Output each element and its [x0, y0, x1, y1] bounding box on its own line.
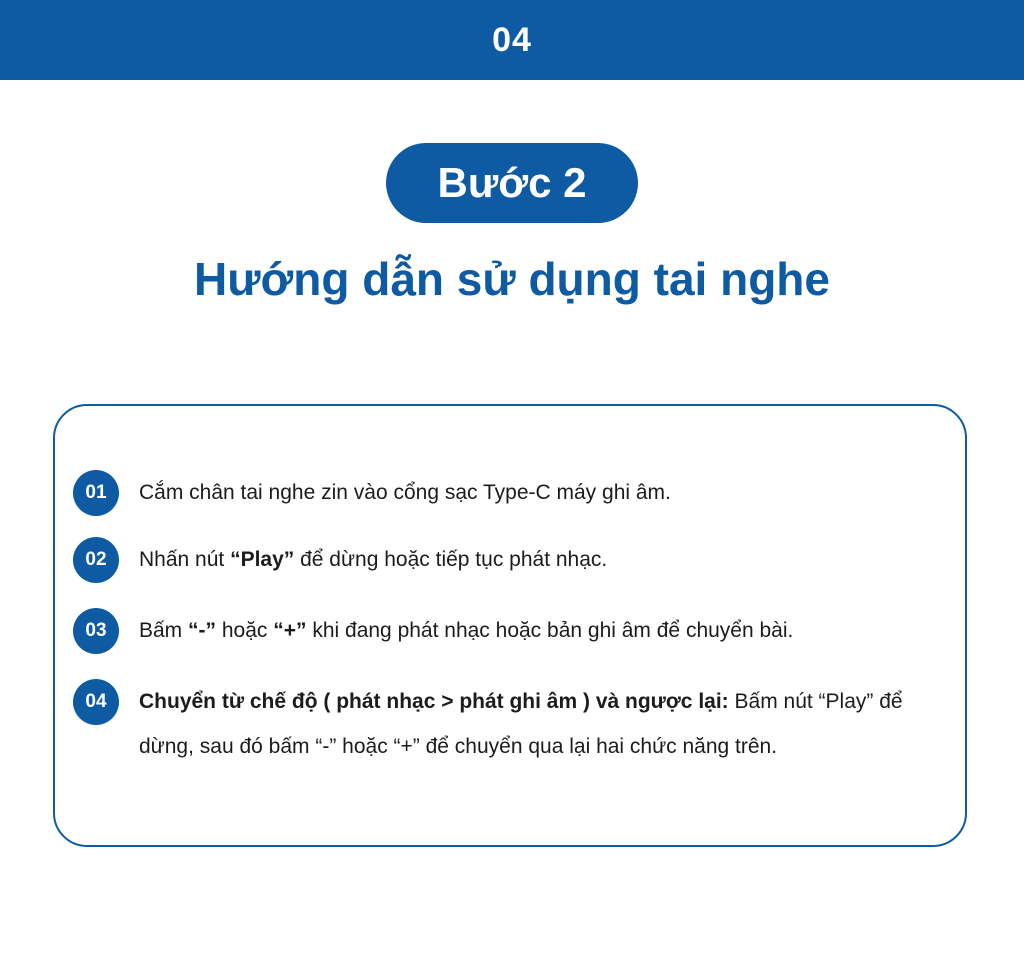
- list-item: [73, 537, 607, 583]
- step-number-badge: 01: [73, 470, 119, 516]
- page-number: 04: [492, 20, 532, 59]
- step-text: Cắm chân tai nghe zin vào cổng sạc Type-C máy ghi âm.: [139, 481, 671, 504]
- step-number-badge: 02: [73, 537, 119, 583]
- step-text: Chuyển từ chế độ ( phát nhạc > phát ghi âm ) và ngược lại: Bấm nút “Play” để dừng, sau đó bấm “-” hoặc “+” để chuyển qua lại hai chức năng trên.: [139, 690, 903, 758]
- page-title: Hướng dẫn sử dụng tai nghe: [194, 253, 830, 305]
- header-bar: [0, 0, 1024, 80]
- step-badge: Bước 2: [386, 143, 638, 223]
- step-text: Bấm “-” hoặc “+” khi đang phát nhạc hoặc bản ghi âm để chuyển bài.: [139, 619, 794, 642]
- instructions-card: [53, 404, 967, 847]
- step-number-badge: 03: [73, 608, 119, 654]
- list-item: [73, 608, 793, 654]
- step-text: Nhấn nút “Play” để dừng hoặc tiếp tục phát nhạc.: [139, 548, 608, 571]
- list-item: [73, 470, 671, 516]
- list-item: [73, 679, 959, 769]
- step-number-badge: 04: [73, 679, 119, 725]
